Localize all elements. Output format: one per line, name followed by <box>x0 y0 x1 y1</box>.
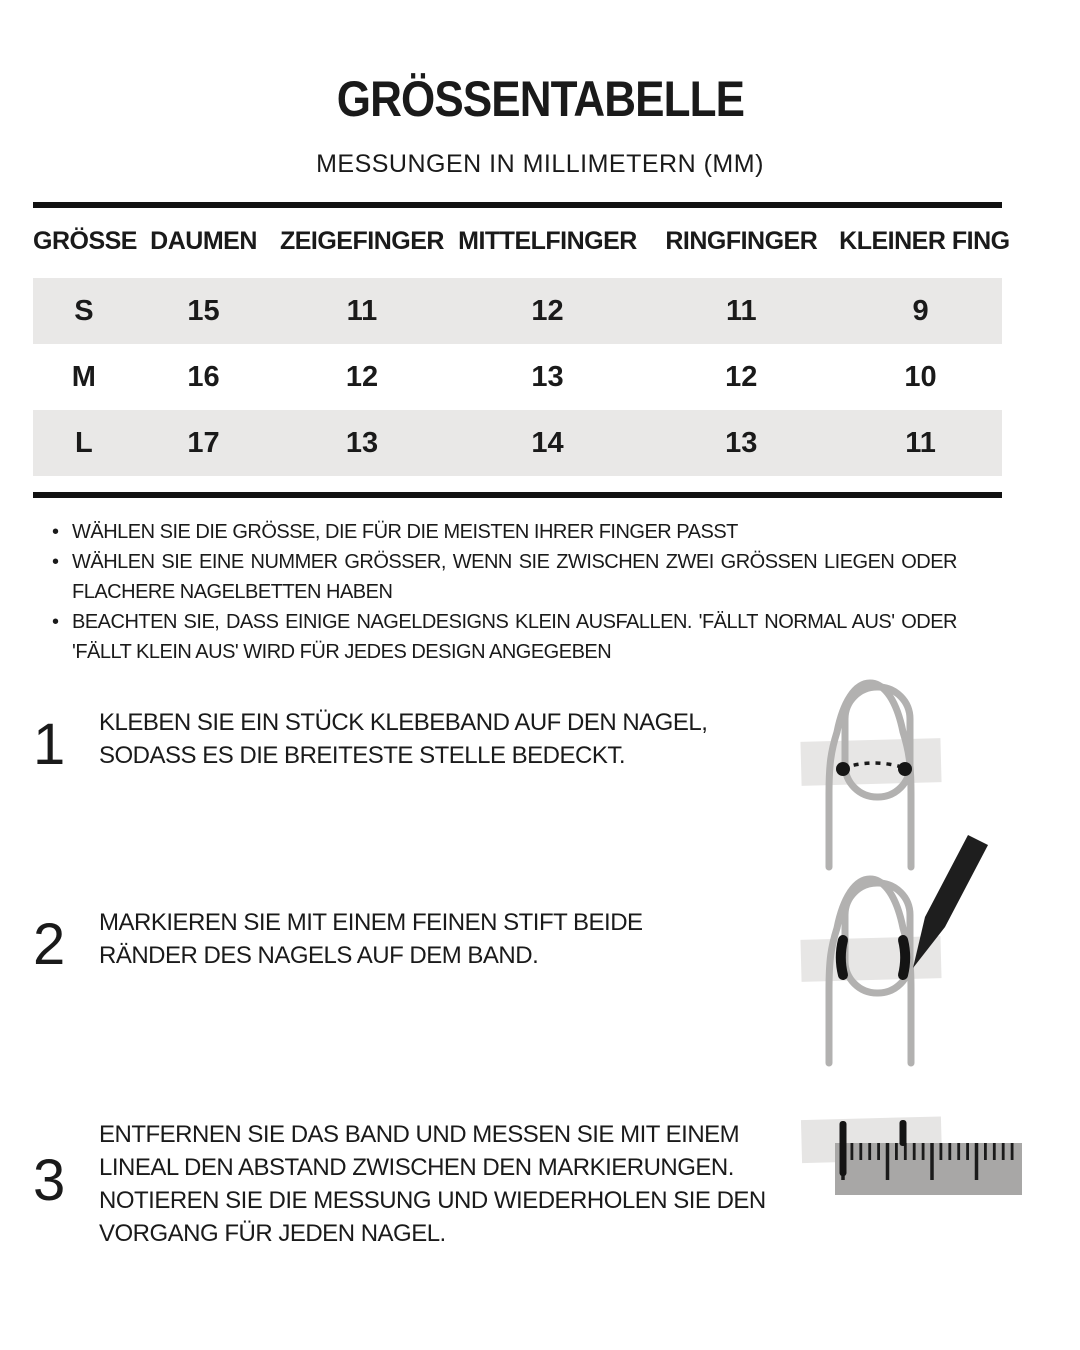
note-item: • WÄHLEN SIE EINE NUMMER GRÖSSER, WENN SIE ZWISCHEN ZWEI GRÖSSEN LIEGEN ODER FLACHERE NAGELBETTEN HABEN <box>50 547 957 607</box>
tape-mark-right-icon <box>900 1120 907 1146</box>
value-cell: 12 <box>345 360 379 393</box>
size-cell: S <box>74 294 94 327</box>
notes-list <box>50 517 957 667</box>
col-header-groesse: GRÖSSE <box>33 226 137 255</box>
col-header-mittelfinger: MITTELFINGER <box>458 226 637 255</box>
value-cell: 15 <box>187 294 220 327</box>
value-cell: 17 <box>187 426 220 459</box>
step-1 <box>33 706 759 777</box>
ruler-icon <box>795 1112 1035 1207</box>
step-text: KLEBEN SIE EIN STÜCK KLEBEBAND AUF DEN NAGEL, SODASS ES DIE BREITESTE STELLE BEDECKT. <box>99 709 708 769</box>
value-cell: 12 <box>531 294 564 327</box>
step-text: ENTFERNEN SIE DAS BAND UND MESSEN SIE MIT EINEM LINEAL DEN ABSTAND ZWISCHEN DEN MARKIERUNGEN. NOTIEREN SIE DIE MESSUNG UND WIEDERHOLEN SIE DEN VORGANG FÜR JEDEN NAGEL. <box>99 1121 766 1247</box>
size-cell: M <box>71 360 96 393</box>
finger-tape-icon <box>795 662 955 877</box>
table-row-l <box>33 410 1002 476</box>
col-header-daumen: DAUMEN <box>150 226 257 255</box>
table-body <box>33 278 1002 476</box>
step-number: 1 <box>33 712 66 777</box>
size-cell: L <box>75 426 93 459</box>
finger-tape-illustration <box>795 662 955 877</box>
step-number: 3 <box>33 1148 66 1213</box>
divider-bottom <box>33 492 1002 498</box>
step-number: 2 <box>33 912 66 977</box>
ruler-illustration <box>795 1112 1035 1207</box>
nail-edge-mark-left-icon <box>841 940 843 975</box>
tape-mark-left-icon <box>840 1121 847 1176</box>
value-cell: 10 <box>904 360 937 393</box>
divider-top <box>33 202 1002 208</box>
value-cell: 12 <box>725 360 758 393</box>
step-3 <box>33 1118 819 1250</box>
step-text: MARKIEREN SIE MIT EINEM FEINEN STIFT BEIDE RÄNDER DES NAGELS AUF DEM BAND. <box>99 909 643 969</box>
value-cell: 11 <box>725 294 757 327</box>
col-header-zeigefinger: ZEIGEFINGER <box>279 226 444 255</box>
col-header-kleiner-finger: KLEINER FING <box>839 226 1010 255</box>
measure-dot-left-icon <box>836 762 850 776</box>
size-table <box>33 222 1010 476</box>
value-cell: 14 <box>531 426 564 459</box>
table-row-m <box>33 344 1002 410</box>
table-header-row <box>33 222 1010 260</box>
value-cell: 13 <box>345 426 379 459</box>
finger-marking-icon <box>795 860 1000 1080</box>
value-cell: 13 <box>725 426 758 459</box>
value-cell: 11 <box>346 294 378 327</box>
tape-icon <box>800 738 941 786</box>
measure-dot-right-icon <box>898 762 912 776</box>
table-row-s <box>33 278 1002 344</box>
note-item: • WÄHLEN SIE DIE GRÖSSE, DIE FÜR DIE MEISTEN IHRER FINGER PASST <box>50 517 957 547</box>
note-item: • BEACHTEN SIE, DASS EINIGE NAGELDESIGNS KLEIN AUSFALLEN. 'FÄLLT NORMAL AUS' ODER 'FÄLLT KLEIN AUS' WIRD FÜR JEDES DESIGN ANGEGEBEN <box>50 607 957 667</box>
value-cell: 16 <box>187 360 220 393</box>
value-cell: 11 <box>905 426 936 459</box>
col-header-ringfinger: RINGFINGER <box>665 226 818 255</box>
finger-marking-illustration <box>795 860 1000 1080</box>
page-subtitle: MESSUNGEN IN MILLIMETERN (MM) <box>316 150 764 178</box>
step-2 <box>33 906 719 977</box>
value-cell: 9 <box>912 294 929 327</box>
nail-edge-mark-right-icon <box>903 940 905 975</box>
page-title: GRÖSSENTABELLE <box>336 71 744 127</box>
value-cell: 13 <box>531 360 564 393</box>
